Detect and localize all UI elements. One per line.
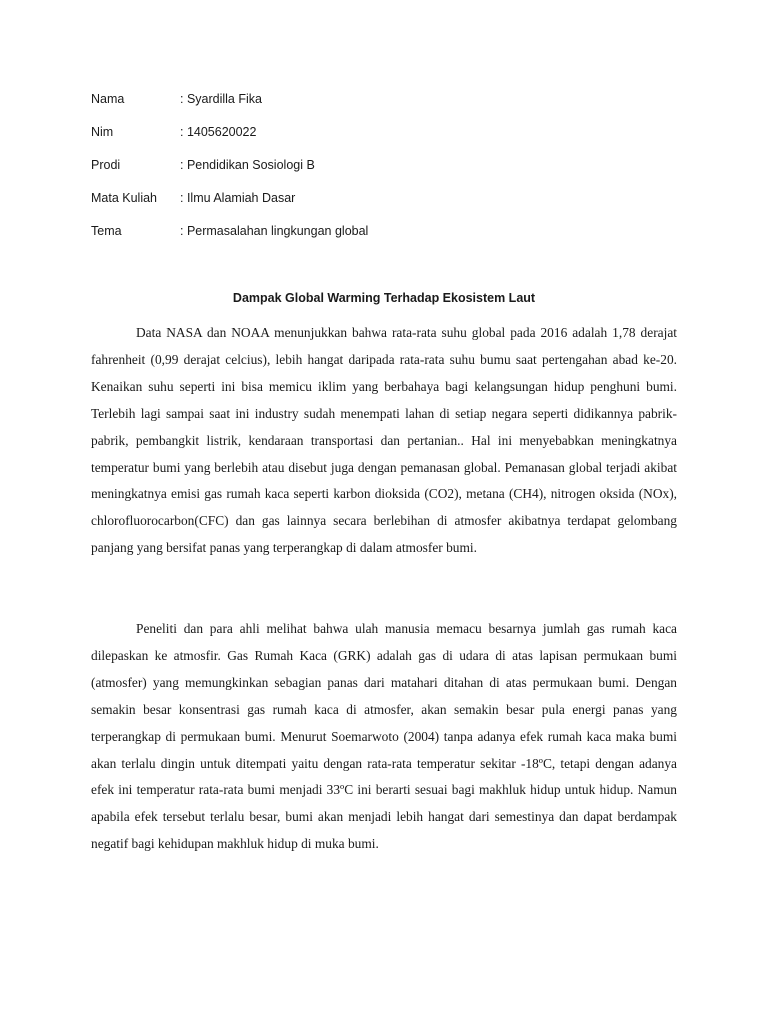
student-info-table — [91, 92, 368, 257]
document-title: Dampak Global Warming Terhadap Ekosistem Laut — [232, 291, 536, 305]
info-label: Nim — [91, 125, 114, 139]
info-label: Tema — [91, 224, 122, 238]
info-value: : Permasalahan lingkungan global — [180, 224, 369, 238]
info-row-mata-kuliah — [91, 191, 368, 224]
info-row-prodi — [91, 158, 368, 191]
info-label: Nama — [91, 92, 125, 106]
body-paragraph: Data NASA dan NOAA menunjukkan bahwa rata-rata suhu global pada 2016 adalah 1,78 derajat fahrenheit (0,99 derajat celcius), lebih hangat daripada rata-rata suhu bumu saat pertengahan abad ke-20. Kenaikan suhu seperti ini bisa memicu iklim yang berbahaya bagi kelangsungan hidup penghuni bumi. Terlebih lagi sampai saat ini industry sudah menempati lahan di setiap negara seperti didikannya pabrik-pabrik, pembangkit listrik, kendaraan transportasi dan pertanian.. Hal ini menyebabkan meningkatnya temperatur bumi yang berlebih atau disebut juga dengan pemanasan global. Pemanasan global terjadi akibat meningkatnya emisi gas rumah kaca seperti karbon dioksida (CO2), metana (CH4), nitrogen oksida (NOx), chlorofluorocarbon(CFC) dan gas lainnya secara berlebihan di atmosfer akibatnya terdapat gelombang panjang yang bersifat panas yang terperangkap di dalam atmosfer bumi. — [91, 325, 677, 556]
info-row-nim — [91, 125, 368, 158]
info-value: : Ilmu Alamiah Dasar — [180, 191, 296, 205]
info-value: : 1405620022 — [180, 125, 257, 139]
body-paragraph: Peneliti dan para ahli melihat bahwa ulah manusia memacu besarnya jumlah gas rumah kaca dilepaskan ke atmosfir. Gas Rumah Kaca (GRK) adalah gas di udara di atas lapisan permukaan bumi (atmosfer) yang memungkinkan sebagian panas dari matahari ditahan di atas permukaan bumi. Dengan semakin besar konsentrasi gas rumah kaca di atmosfer, akan semakin besar pula energi panas yang terperangkap di permukaan bumi. Menurut Soemarwoto (2004) tanpa adanya efek rumah kaca maka bumi akan terlalu dingin untuk ditempati yaitu dengan rata-rata temperatur sekitar -18ºC, tetapi dengan adanya efek ini temperatur rata-rata bumi menjadi 33ºC ini berarti sesuai bagi makhluk hidup untuk hidup. Namun apabila efek tersebut terlalu besar, bumi akan menjadi lebih hangat dari semestinya dan dapat berdampak negatif bagi kehidupan makhluk hidup di muka bumi. — [91, 621, 677, 852]
info-value: : Pendidikan Sosiologi B — [180, 158, 315, 172]
info-label: Prodi — [91, 158, 121, 172]
info-label: Mata Kuliah — [91, 191, 158, 205]
info-row-nama — [91, 92, 368, 125]
info-value: : Syardilla Fika — [180, 92, 262, 106]
info-row-tema — [91, 224, 368, 257]
